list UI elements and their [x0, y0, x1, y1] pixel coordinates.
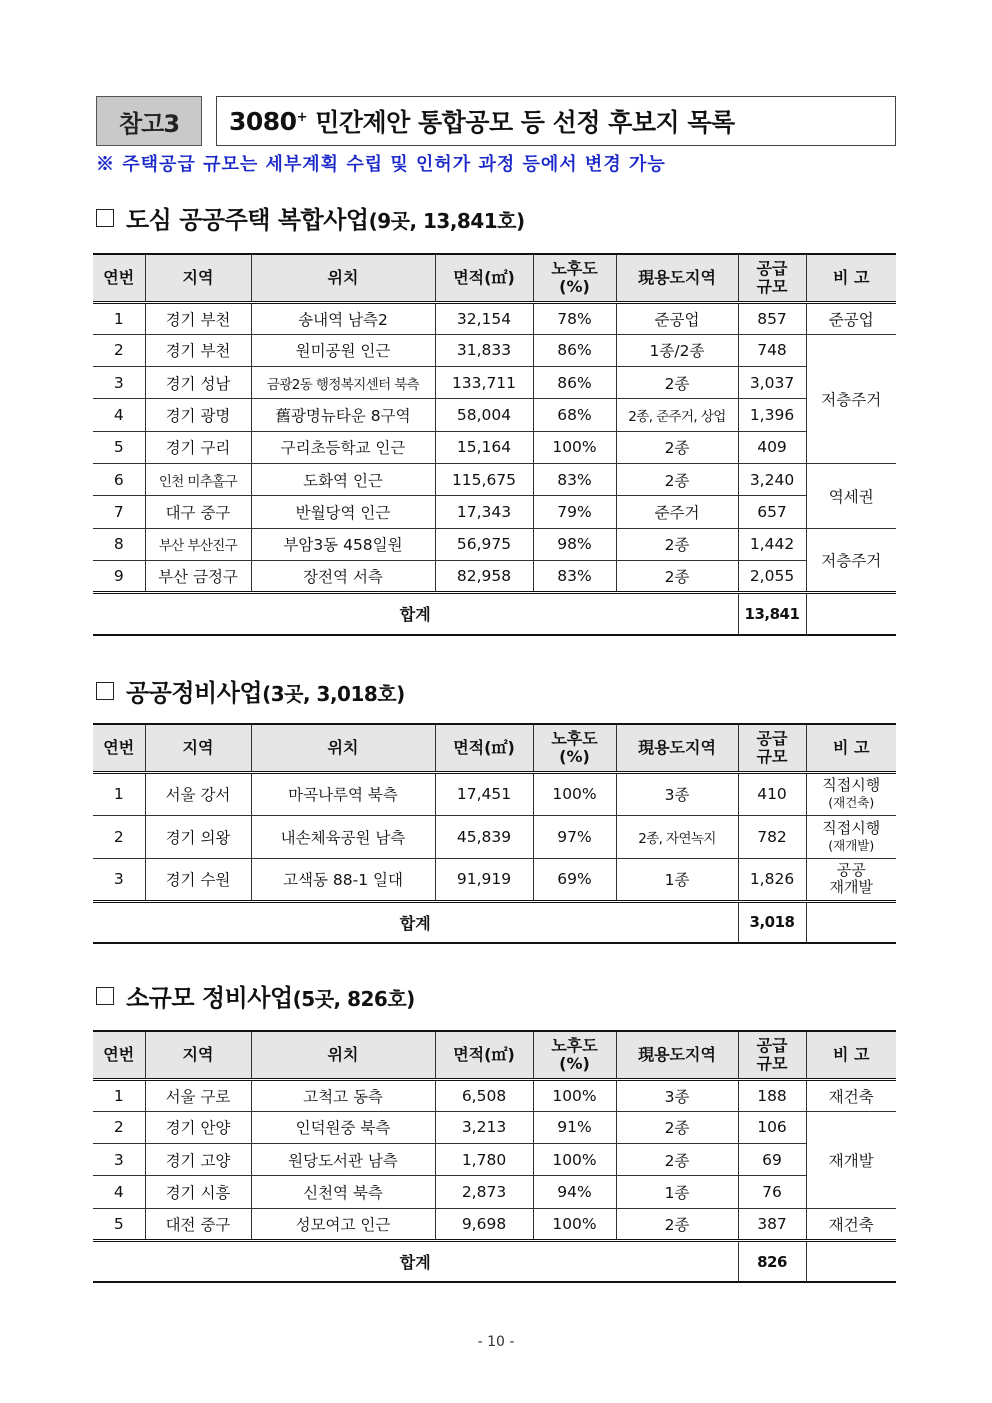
cell-supply: 1,826 [738, 858, 806, 901]
table-row [93, 1176, 896, 1208]
cell-area: 15,164 [435, 431, 533, 463]
cell-no: 2 [93, 334, 145, 366]
cell-region: 경기 성남 [145, 367, 251, 399]
col-header-zoning: 現용도지역 [616, 1031, 738, 1079]
cell-region: 부산 금정구 [145, 560, 251, 592]
cell-area: 115,675 [435, 463, 533, 495]
section-title: 소규모 정비사업 [126, 984, 293, 1012]
cell-aging: 86% [533, 334, 616, 366]
cell-supply: 410 [738, 772, 806, 815]
col-header-area: 면적(㎡) [435, 1031, 533, 1079]
col-header-location: 위치 [251, 1031, 435, 1079]
cell-no: 3 [93, 858, 145, 901]
table-row [93, 815, 896, 858]
cell-location: 부암3동 458일원 [251, 528, 435, 560]
cell-supply: 3,037 [738, 367, 806, 399]
cell-note: 재개발 [806, 1111, 896, 1208]
col-header-no: 연번 [93, 254, 145, 302]
cell-supply: 188 [738, 1079, 806, 1111]
cell-zoning: 2종 [616, 1144, 738, 1176]
total-supply: 13,841 [738, 593, 806, 635]
cell-supply: 409 [738, 431, 806, 463]
cell-supply: 857 [738, 302, 806, 334]
cell-area: 32,154 [435, 302, 533, 334]
page-number: - 10 - [477, 1334, 515, 1350]
col-header-aging: 노후도 (%) [533, 254, 616, 302]
cell-region: 경기 안양 [145, 1111, 251, 1143]
col-header-zoning: 現용도지역 [616, 254, 738, 302]
cell-no: 1 [93, 302, 145, 334]
table-urban-housing [93, 253, 896, 636]
cell-aging: 100% [533, 1079, 616, 1111]
checkbox-square-icon [96, 987, 114, 1005]
table-header-row [93, 254, 896, 302]
cell-area: 45,839 [435, 815, 533, 858]
col-header-note: 비 고 [806, 254, 896, 302]
cell-location: 舊광명뉴타운 8구역 [251, 399, 435, 431]
cell-supply: 3,240 [738, 463, 806, 495]
cell-note: 재건축 [806, 1208, 896, 1240]
cell-supply: 657 [738, 496, 806, 528]
cell-no: 9 [93, 560, 145, 592]
cell-region: 경기 부천 [145, 334, 251, 366]
cell-aging: 68% [533, 399, 616, 431]
total-row [93, 901, 896, 943]
table-row [93, 399, 896, 431]
table-header-row [93, 1031, 896, 1079]
cell-note: 저층주거 [806, 528, 896, 593]
cell-area: 17,343 [435, 496, 533, 528]
section-subtitle: (5곳, 826호) [292, 987, 415, 1011]
col-header-region: 지역 [145, 1031, 251, 1079]
col-header-area: 면적(㎡) [435, 724, 533, 772]
cell-zoning: 2종 [616, 1208, 738, 1240]
cell-zoning: 1종 [616, 858, 738, 901]
table-row [93, 858, 896, 901]
col-header-supply: 공급 규모 [738, 724, 806, 772]
checkbox-square-icon [96, 209, 114, 227]
cell-area: 91,919 [435, 858, 533, 901]
section-heading-public-maintenance [96, 673, 405, 708]
cell-zoning: 1종 [616, 1176, 738, 1208]
table-row [93, 528, 896, 560]
cell-zoning: 2종 [616, 431, 738, 463]
title-superscript: + [296, 109, 307, 125]
table-header-row [93, 724, 896, 772]
total-label: 합계 [93, 593, 738, 635]
cell-zoning: 2종 [616, 1111, 738, 1143]
cell-location: 장전역 서측 [251, 560, 435, 592]
cell-no: 6 [93, 463, 145, 495]
cell-note: 역세권 [806, 463, 896, 528]
cell-region: 경기 고양 [145, 1144, 251, 1176]
cell-zoning: 2종 [616, 367, 738, 399]
cell-no: 2 [93, 1111, 145, 1143]
cell-area: 3,213 [435, 1111, 533, 1143]
cell-aging: 69% [533, 858, 616, 901]
table-row [93, 1208, 896, 1240]
cell-location: 인덕원중 북측 [251, 1111, 435, 1143]
cell-location: 신천역 북측 [251, 1176, 435, 1208]
section-subtitle: (3곳, 3,018호) [262, 682, 405, 706]
cell-zoning: 2종, 준주거, 상업 [616, 399, 738, 431]
cell-region: 경기 의왕 [145, 815, 251, 858]
cell-area: 58,004 [435, 399, 533, 431]
cell-no: 1 [93, 772, 145, 815]
total-label: 합계 [93, 901, 738, 943]
total-supply: 826 [738, 1240, 806, 1282]
total-label: 합계 [93, 1240, 738, 1282]
col-header-no: 연번 [93, 1031, 145, 1079]
cell-region: 경기 광명 [145, 399, 251, 431]
cell-aging: 83% [533, 463, 616, 495]
cell-location: 도화역 인근 [251, 463, 435, 495]
cell-no: 5 [93, 431, 145, 463]
cell-aging: 98% [533, 528, 616, 560]
cell-supply: 76 [738, 1176, 806, 1208]
cell-aging: 91% [533, 1111, 616, 1143]
cell-location: 송내역 남측2 [251, 302, 435, 334]
cell-location: 반월당역 인근 [251, 496, 435, 528]
cell-no: 5 [93, 1208, 145, 1240]
total-supply: 3,018 [738, 901, 806, 943]
col-header-location: 위치 [251, 254, 435, 302]
cell-area: 82,958 [435, 560, 533, 592]
cell-location: 성모여고 인근 [251, 1208, 435, 1240]
cell-note: 직접시행 (재건축) [806, 772, 896, 815]
table-row [93, 1111, 896, 1143]
table-row [93, 334, 896, 366]
total-note [806, 1240, 896, 1282]
col-header-supply: 공급 규모 [738, 254, 806, 302]
cell-location: 원당도서관 남측 [251, 1144, 435, 1176]
title-rest: 민간제안 통합공모 등 선정 후보지 목록 [307, 108, 735, 137]
cell-supply: 1,396 [738, 399, 806, 431]
cell-supply: 748 [738, 334, 806, 366]
table-row [93, 1144, 896, 1176]
cell-no: 8 [93, 528, 145, 560]
table-row [93, 463, 896, 495]
cell-region: 인천 미추홀구 [145, 463, 251, 495]
cell-aging: 100% [533, 772, 616, 815]
cell-no: 1 [93, 1079, 145, 1111]
cell-location: 구리초등학교 인근 [251, 431, 435, 463]
cell-no: 4 [93, 1176, 145, 1208]
total-note [806, 593, 896, 635]
cell-area: 6,508 [435, 1079, 533, 1111]
cell-location: 금광2동 행정복지센터 북측 [251, 367, 435, 399]
table-row [93, 431, 896, 463]
cell-supply: 1,442 [738, 528, 806, 560]
col-header-aging: 노후도 (%) [533, 1031, 616, 1079]
table-small-scale [93, 1030, 896, 1283]
cell-aging: 100% [533, 1208, 616, 1240]
cell-aging: 100% [533, 431, 616, 463]
cell-supply: 106 [738, 1111, 806, 1143]
cell-note: 직접시행 (재개발) [806, 815, 896, 858]
cell-note: 공공 재개발 [806, 858, 896, 901]
col-header-location: 위치 [251, 724, 435, 772]
cell-location: 고척고 동측 [251, 1079, 435, 1111]
cell-region: 대구 중구 [145, 496, 251, 528]
cell-zoning: 준공업 [616, 302, 738, 334]
cell-supply: 782 [738, 815, 806, 858]
cell-area: 31,833 [435, 334, 533, 366]
cell-region: 경기 수원 [145, 858, 251, 901]
total-row [93, 1240, 896, 1282]
cell-aging: 83% [533, 560, 616, 592]
cell-no: 2 [93, 815, 145, 858]
cell-no: 3 [93, 1144, 145, 1176]
cell-aging: 100% [533, 1144, 616, 1176]
section-title: 공공정비사업 [126, 679, 263, 707]
col-header-supply: 공급 규모 [738, 1031, 806, 1079]
cell-zoning: 3종 [616, 1079, 738, 1111]
cell-zoning: 2종 [616, 463, 738, 495]
cell-supply: 387 [738, 1208, 806, 1240]
cell-note: 저층주거 [806, 334, 896, 463]
cell-aging: 97% [533, 815, 616, 858]
cell-region: 서울 구로 [145, 1079, 251, 1111]
cell-no: 3 [93, 367, 145, 399]
cell-region: 경기 부천 [145, 302, 251, 334]
total-note [806, 901, 896, 943]
cell-region: 경기 구리 [145, 431, 251, 463]
cell-zoning: 2종, 자연녹지 [616, 815, 738, 858]
cell-supply: 69 [738, 1144, 806, 1176]
notice-text: ※ 주택공급 규모는 세부계획 수립 및 인허가 과정 등에서 변경 가능 [96, 154, 666, 175]
section-title: 도심 공공주택 복합사업 [126, 206, 369, 234]
cell-supply: 2,055 [738, 560, 806, 592]
cell-region: 부산 부산진구 [145, 528, 251, 560]
document-title [216, 96, 896, 146]
cell-location: 원미공원 인근 [251, 334, 435, 366]
table-row [93, 302, 896, 334]
table-row [93, 496, 896, 528]
cell-location: 고색동 88-1 일대 [251, 858, 435, 901]
col-header-note: 비 고 [806, 724, 896, 772]
cell-no: 7 [93, 496, 145, 528]
cell-aging: 94% [533, 1176, 616, 1208]
cell-aging: 79% [533, 496, 616, 528]
table-row [93, 367, 896, 399]
cell-location: 내손체육공원 남측 [251, 815, 435, 858]
col-header-zoning: 現용도지역 [616, 724, 738, 772]
cell-area: 56,975 [435, 528, 533, 560]
col-header-note: 비 고 [806, 1031, 896, 1079]
cell-area: 2,873 [435, 1176, 533, 1208]
cell-zoning: 준주거 [616, 496, 738, 528]
table-row [93, 1079, 896, 1111]
cell-area: 133,711 [435, 367, 533, 399]
cell-region: 경기 시흥 [145, 1176, 251, 1208]
cell-zoning: 3종 [616, 772, 738, 815]
cell-zoning: 2종 [616, 528, 738, 560]
col-header-area: 면적(㎡) [435, 254, 533, 302]
table-row [93, 560, 896, 592]
cell-note: 준공업 [806, 302, 896, 334]
cell-no: 4 [93, 399, 145, 431]
table-public-maintenance [93, 723, 896, 944]
cell-region: 대전 중구 [145, 1208, 251, 1240]
cell-aging: 78% [533, 302, 616, 334]
section-heading-urban [96, 200, 525, 235]
cell-zoning: 2종 [616, 560, 738, 592]
col-header-no: 연번 [93, 724, 145, 772]
cell-area: 1,780 [435, 1144, 533, 1176]
col-header-region: 지역 [145, 254, 251, 302]
cell-zoning: 1종/2종 [616, 334, 738, 366]
section-subtitle: (9곳, 13,841호) [368, 209, 525, 233]
cell-region: 서울 강서 [145, 772, 251, 815]
col-header-region: 지역 [145, 724, 251, 772]
cell-aging: 86% [533, 367, 616, 399]
cell-location: 마곡나루역 북측 [251, 772, 435, 815]
checkbox-square-icon [96, 682, 114, 700]
cell-area: 17,451 [435, 772, 533, 815]
reference-tag: 참고3 [96, 96, 202, 146]
table-row [93, 772, 896, 815]
col-header-aging: 노후도 (%) [533, 724, 616, 772]
title-main: 3080 [229, 106, 297, 136]
cell-area: 9,698 [435, 1208, 533, 1240]
cell-note: 재건축 [806, 1079, 896, 1111]
total-row [93, 593, 896, 635]
section-heading-small-scale [96, 978, 415, 1013]
